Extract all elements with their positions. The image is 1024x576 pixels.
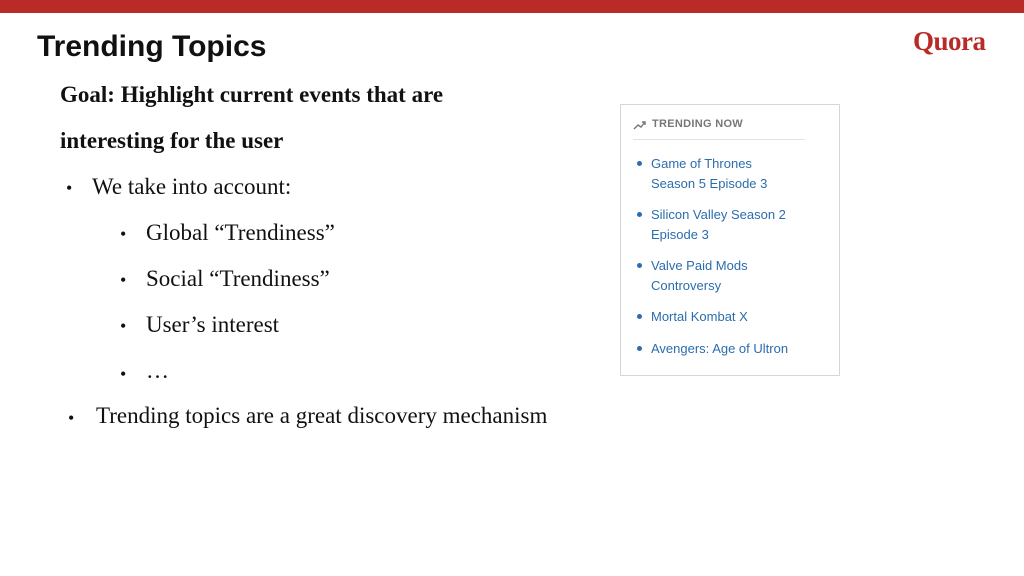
bullet-dot-icon (637, 346, 642, 351)
trending-item-label: Silicon Valley Season 2 Episode 3 (651, 207, 786, 242)
panel-header (633, 117, 805, 140)
bullet-dot-icon (637, 263, 642, 268)
trending-item-label: Game of Thrones Season 5 Episode 3 (651, 156, 768, 191)
panel-title: TRENDING NOW (652, 118, 743, 130)
trending-item-label: Valve Paid Mods Controversy (651, 258, 748, 293)
bullet-dot: • (68, 408, 75, 428)
top-accent-bar (0, 0, 1024, 13)
bullet-dot: • (120, 270, 127, 290)
bullet-dot-icon (637, 212, 642, 217)
bullet-social-trendiness: Social “Trendiness” (146, 266, 330, 291)
bullet-user-interest: User’s interest (146, 312, 280, 337)
bullet-dot: • (66, 178, 73, 198)
bullet-ellipsis: … (146, 358, 169, 383)
slide-title: Trending Topics (37, 30, 267, 63)
bullet-dot: • (120, 224, 127, 244)
trending-item-label: Mortal Kombat X (651, 309, 748, 324)
bullet-dot: • (120, 364, 127, 384)
bullet-dot-icon (637, 161, 642, 166)
bullet-dot-icon (637, 314, 642, 319)
goal-line-2: interesting for the user (60, 128, 284, 153)
bullet-take-into-account: We take into account: (92, 174, 292, 199)
trending-item-label: Avengers: Age of Ultron (651, 341, 789, 356)
trending-now-panel (620, 104, 840, 376)
quora-logo: Quora (913, 26, 986, 56)
bullet-dot: • (120, 316, 127, 336)
trending-arrow-icon (633, 119, 647, 131)
bullet-discovery-mechanism: Trending topics are a great discovery mechanism (96, 403, 548, 428)
bullet-global-trendiness: Global “Trendiness” (146, 220, 335, 245)
goal-line-1: Goal: Highlight current events that are (60, 82, 444, 107)
